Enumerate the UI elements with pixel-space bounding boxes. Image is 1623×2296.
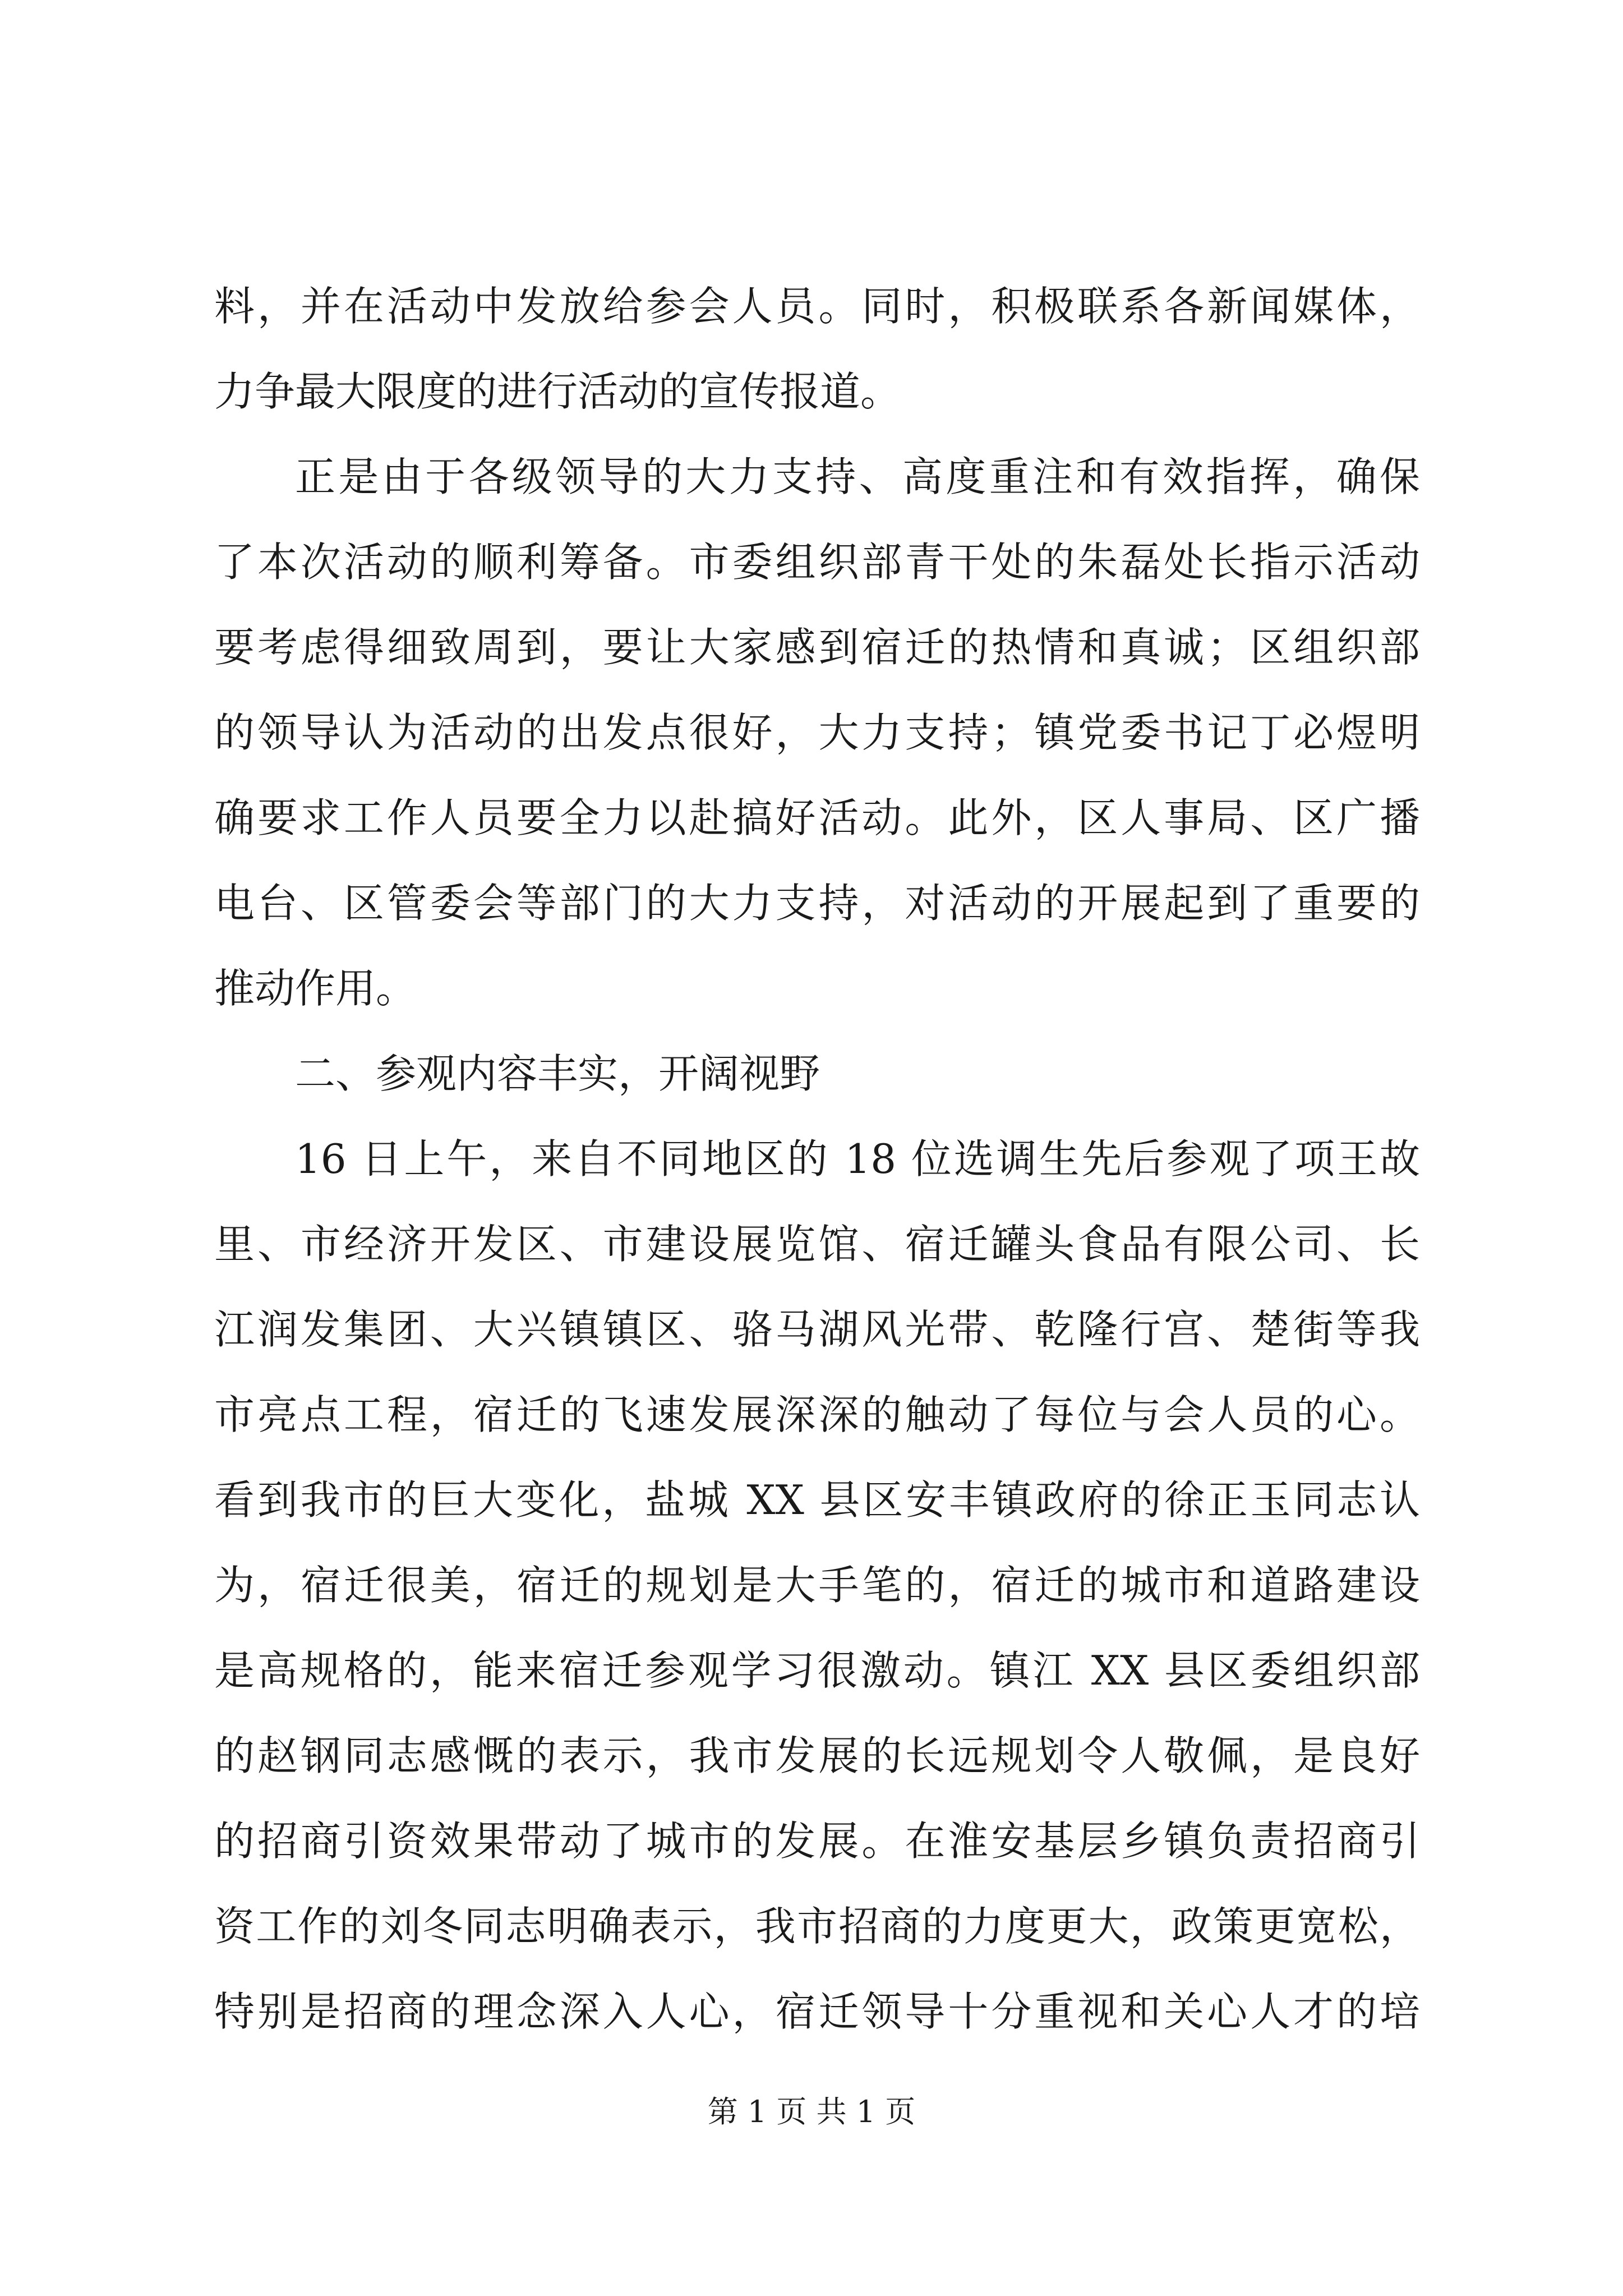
text-line: 要考虑得细致周到，要让大家感到宿迁的热情和真诚；区组织部 xyxy=(214,624,1420,671)
text-line: 电台、区管委会等部门的大力支持，对活动的开展起到了重要的 xyxy=(214,880,1420,927)
text-line: 看到我市的巨大变化，盐城 XX 县区安丰镇政府的徐正玉同志认 xyxy=(214,1476,1420,1524)
text-line: 为，宿迁很美，宿迁的规划是大手笔的，宿迁的城市和道路建设 xyxy=(214,1562,1420,1609)
text-line: 16 日上午，来自不同地区的 18 位选调生先后参观了项王故 xyxy=(295,1135,1420,1182)
text-line: 里、市经济开发区、市建设展览馆、宿迁罐头食品有限公司、长 xyxy=(214,1221,1420,1268)
text-line: 推动作用。 xyxy=(214,965,417,1012)
text-line: 资工作的刘冬同志明确表示，我市招商的力度更大，政策更宽松， xyxy=(214,1903,1420,1950)
text-line: 的招商引资效果带动了城市的发展。在淮安基层乡镇负责招商引 xyxy=(214,1818,1420,1865)
section-heading: 二、参观内容丰实，开阔视野 xyxy=(295,1050,820,1097)
text-line: 江润发集团、大兴镇镇区、骆马湖风光带、乾隆行宫、楚街等我 xyxy=(214,1306,1420,1353)
text-line: 力争最大限度的进行活动的宣传报道。 xyxy=(214,368,901,415)
page-footer: 第 1 页 共 1 页 xyxy=(707,2094,916,2129)
text-line: 市亮点工程，宿迁的飞速发展深深的触动了每位与会人员的心。 xyxy=(214,1391,1420,1438)
text-line: 料，并在活动中发放给参会人员。同时，积极联系各新闻媒体， xyxy=(214,283,1420,330)
text-line: 的领导认为活动的出发点很好，大力支持；镇党委书记丁必煜明 xyxy=(214,709,1420,756)
document-body xyxy=(214,264,1420,2054)
text-line: 特别是招商的理念深入人心，宿迁领导十分重视和关心人才的培 xyxy=(214,1988,1420,2035)
text-line: 正是由于各级领导的大力支持、高度重注和有效指挥，确保 xyxy=(295,453,1420,500)
text-line: 确要求工作人员要全力以赴搞好活动。此外，区人事局、区广播 xyxy=(214,794,1420,841)
text-line: 的赵钢同志感慨的表示，我市发展的长远规划令人敬佩，是良好 xyxy=(214,1732,1420,1779)
text-line: 是高规格的，能来宿迁参观学习很激动。镇江 XX 县区委组织部 xyxy=(214,1647,1420,1694)
text-line: 了本次活动的顺利筹备。市委组织部青干处的朱磊处长指示活动 xyxy=(214,539,1420,586)
